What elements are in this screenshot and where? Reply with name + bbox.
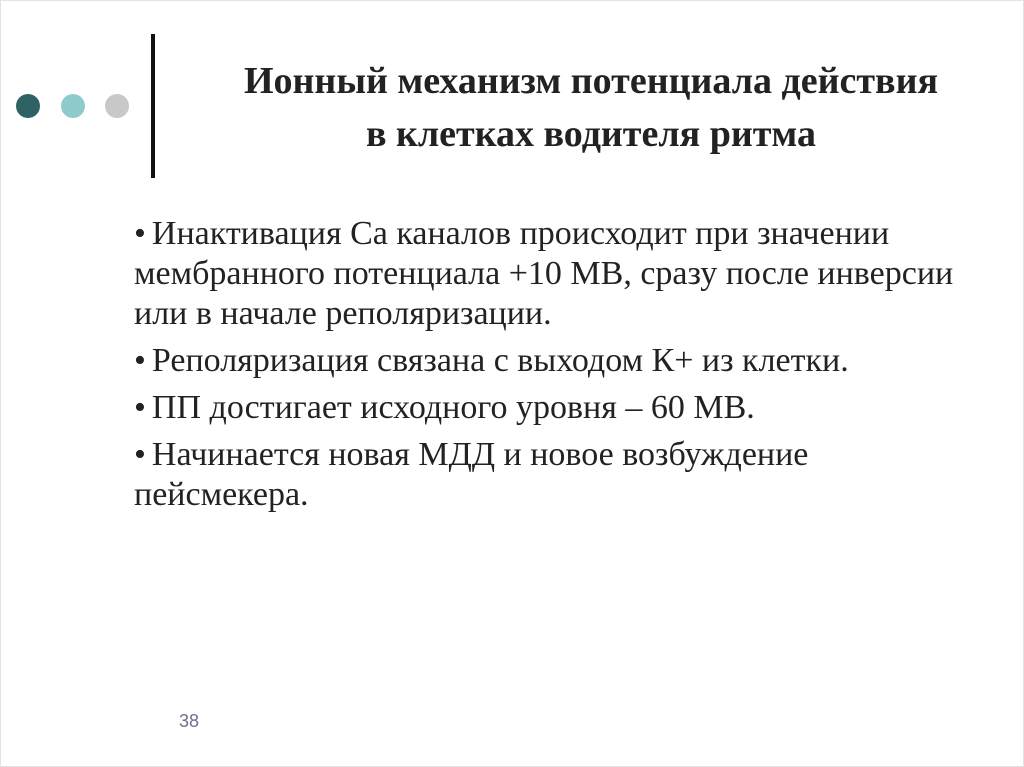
bullet-item — [134, 435, 974, 515]
bullet-text: ПП достигает исходного уровня – 60 МВ. — [151, 389, 755, 426]
bullet-mark: • — [134, 342, 146, 379]
gray-dot — [105, 94, 129, 118]
bullet-mark: • — [134, 389, 146, 426]
bullet-mark: • — [134, 436, 146, 473]
bullet-item — [134, 214, 974, 334]
light-teal-dot — [61, 94, 85, 118]
page-number: 38 — [179, 711, 200, 731]
bullet-item — [134, 341, 974, 381]
slide-title — [166, 55, 1016, 161]
bullet-text: Начинается новая МДД и новое возбуждение пейсмекера. — [134, 436, 809, 513]
bullet-list — [134, 214, 974, 522]
bullet-text: Инактивация Са каналов происходит при значении мембранного потенциала +10 МВ, сразу после инверсии или в начале реполяризации. — [134, 215, 954, 332]
bullet-text: Реполяризация связана с выходом К+ из клетки. — [151, 342, 849, 379]
title-line: Ионный механизм потенциала действия — [243, 60, 939, 102]
dark-teal-dot — [16, 94, 40, 118]
title-line: в клетках водителя ритма — [365, 113, 817, 155]
bullet-item — [134, 388, 974, 428]
title-divider-bar — [151, 34, 155, 178]
bullet-mark: • — [134, 215, 146, 252]
